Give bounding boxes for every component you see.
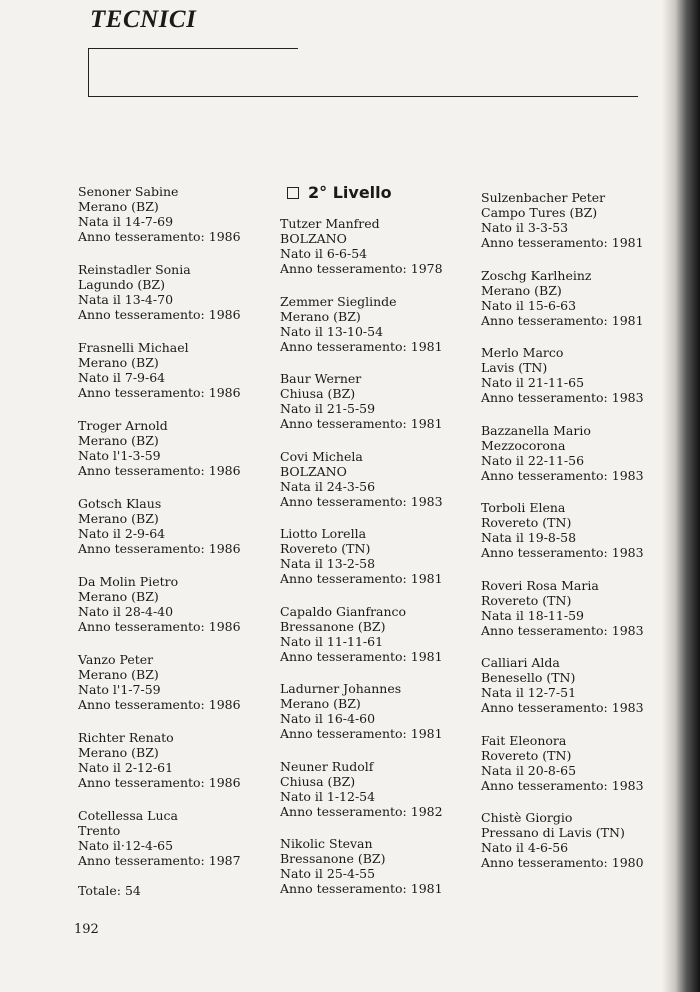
entry: [280, 449, 470, 509]
entry-place: Merano (BZ): [78, 199, 159, 214]
entry-year: Anno tesseramento: 1980: [481, 855, 644, 870]
entry-place: Pressano di Lavis (TN): [481, 825, 625, 840]
entry-year: Anno tesseramento: 1981: [280, 416, 443, 431]
entry: [78, 574, 273, 634]
entry-place: Merano (BZ): [78, 511, 159, 526]
entry-name: Tutzer Manfred: [280, 216, 380, 231]
entry-place: Chiusa (BZ): [280, 773, 356, 789]
entry-year: Anno tesseramento: 1981: [280, 726, 443, 741]
entry-birth: Nata il 14-7-69: [78, 214, 174, 229]
entry-year: Anno tesseramento: 1986: [78, 385, 241, 400]
entry: [78, 340, 273, 400]
entry-year: Anno tesseramento: 1986: [78, 541, 241, 556]
entry: [78, 730, 273, 790]
entry-place: Bressanone (BZ): [280, 618, 386, 634]
page-title: TECNICI: [90, 6, 197, 33]
entry-place: Merano (BZ): [280, 696, 361, 711]
entry-birth: Nato il 7-9-64: [78, 370, 166, 385]
entry-birth: Nata il 13-2-58: [280, 556, 376, 571]
entry-place: Merano (BZ): [78, 433, 159, 448]
entry-year: Anno tesseramento: 1981: [280, 571, 443, 586]
entry: [481, 810, 659, 870]
entry-name: Calliari Alda: [481, 655, 560, 670]
entry-place: Merano (BZ): [78, 745, 159, 760]
entry: [481, 423, 659, 483]
entry-year: Anno tesseramento: 1986: [78, 307, 241, 322]
entry-place: Lagundo (BZ): [78, 277, 165, 292]
entry-name: Zemmer Sieglinde: [280, 293, 397, 309]
header-rule-bottom: [88, 96, 638, 97]
entry-year: Anno tesseramento: 1987: [78, 853, 241, 868]
entry-birth: Nato il 21-5-59: [280, 401, 376, 416]
entry-name: Bazzanella Mario: [481, 422, 591, 438]
entry-birth: Nato il 16-4-60: [280, 711, 376, 726]
entry: [78, 262, 273, 322]
section-title: [287, 185, 470, 200]
entry-year: Anno tesseramento: 1986: [78, 229, 241, 244]
entry-name: Troger Arnold: [78, 418, 168, 433]
entry-name: Ladurner Johannes: [280, 681, 402, 696]
entry-place: Merano (BZ): [78, 667, 159, 682]
entry-year: Anno tesseramento: 1981: [280, 648, 443, 664]
entry-birth: Nato il·12-4-65: [78, 838, 174, 853]
entry-year: Anno tesseramento: 1983: [280, 493, 443, 509]
section-title-label: 2° Livello: [308, 183, 392, 202]
entry: [481, 655, 659, 715]
entry-year: Anno tesseramento: 1983: [481, 467, 644, 483]
entry-place: Rovereto (TN): [481, 592, 572, 608]
entry: [78, 808, 273, 868]
checkbox-icon: [287, 187, 299, 199]
entry-place: Rovereto (TN): [280, 541, 371, 556]
entry-birth: Nato l'1-3-59: [78, 448, 161, 463]
entry-year: Anno tesseramento: 1981: [280, 338, 443, 354]
entry-place: Trento: [78, 823, 121, 838]
entry-year: Anno tesseramento: 1986: [78, 619, 241, 634]
page-number: 192: [74, 922, 99, 937]
entry-name: Liotto Lorella: [280, 526, 367, 541]
entry: [78, 496, 273, 556]
entry-year: Anno tesseramento: 1978: [280, 261, 443, 276]
entry-name: Roveri Rosa Maria: [481, 577, 599, 593]
entry-name: Neuner Rudolf: [280, 758, 374, 774]
entry-place: Merano (BZ): [78, 589, 159, 604]
entry: [481, 190, 659, 250]
entry-place: BOLZANO: [280, 231, 347, 246]
entry-place: Merano (BZ): [78, 355, 159, 370]
entry-name: Nikolic Stevan: [280, 836, 373, 851]
entry: [78, 418, 273, 478]
entry-year: Anno tesseramento: 1986: [78, 463, 241, 478]
entry-name: Sulzenbacher Peter: [481, 190, 606, 205]
entry-name: Senoner Sabine: [78, 184, 179, 199]
entry-birth: Nata il 19-8-58: [481, 530, 577, 545]
entry-year: Anno tesseramento: 1981: [481, 312, 644, 328]
entry-place: Bressanone (BZ): [280, 851, 386, 866]
entry: [481, 500, 659, 560]
entry-name: Baur Werner: [280, 371, 362, 386]
entry: [481, 345, 659, 405]
entry-name: Fait Eleonora: [481, 732, 567, 748]
entry: [280, 681, 470, 741]
entry-birth: Nata il 13-4-70: [78, 292, 174, 307]
entry-name: Chistè Giorgio: [481, 810, 573, 825]
entry-name: Covi Michela: [280, 448, 363, 464]
entry-birth: Nato il 13-10-54: [280, 323, 384, 339]
entry-birth: Nata il 18-11-59: [481, 607, 584, 623]
entry-year: Anno tesseramento: 1983: [481, 545, 644, 560]
entry: [280, 759, 470, 819]
entry: [280, 371, 470, 431]
entry-name: Zoschg Karlheinz: [481, 267, 592, 283]
entry-birth: Nato il 22-11-56: [481, 452, 585, 468]
entry-place: Mezzocorona: [481, 437, 566, 453]
entry-year: Anno tesseramento: 1983: [481, 700, 644, 715]
entry-name: Merlo Marco: [481, 345, 564, 360]
entry-birth: Nato il 25-4-55: [280, 866, 376, 881]
totale: Totale: 54: [78, 883, 141, 898]
entry: [280, 836, 470, 896]
entry: [481, 733, 659, 793]
entry-name: Capaldo Gianfranco: [280, 603, 407, 619]
entry-year: Anno tesseramento: 1981: [280, 881, 443, 896]
entry: [280, 294, 470, 354]
entry-birth: Nato il 11-11-61: [280, 633, 384, 649]
entry-place: Chiusa (BZ): [280, 386, 356, 401]
entry-place: Benesello (TN): [481, 670, 576, 685]
entry-year: Anno tesseramento: 1983: [481, 622, 644, 638]
column-3: [481, 190, 659, 888]
header-rule-top: [88, 48, 298, 49]
entry-place: Lavis (TN): [481, 360, 548, 375]
entry-birth: Nato il 15-6-63: [481, 297, 577, 313]
entry: [481, 268, 659, 328]
column-1: [78, 184, 273, 898]
entry-birth: Nato il 4-6-56: [481, 840, 569, 855]
entry-year: Anno tesseramento: 1983: [481, 777, 644, 793]
entry-name: Da Molin Pietro: [78, 574, 179, 589]
entry-name: Cotellessa Luca: [78, 808, 178, 823]
entry-name: Gotsch Klaus: [78, 496, 162, 511]
entry: [78, 184, 273, 244]
entry-name: Reinstadler Sonia: [78, 262, 191, 277]
entry-birth: Nato l'1-7-59: [78, 682, 161, 697]
entry-year: Anno tesseramento: 1983: [481, 390, 644, 405]
entry-year: Anno tesseramento: 1986: [78, 697, 241, 712]
entry-birth: Nata il 12-7-51: [481, 685, 577, 700]
entry: [280, 604, 470, 664]
entry-year: Anno tesseramento: 1981: [481, 235, 644, 250]
entry: [280, 526, 470, 586]
book-binding-shadow: [662, 0, 700, 992]
entry-name: Vanzo Peter: [78, 652, 154, 667]
entry-place: Campo Tures (BZ): [481, 205, 598, 220]
entry: [78, 652, 273, 712]
entry-birth: Nato il 6-6-54: [280, 246, 368, 261]
entry: [481, 578, 659, 638]
entry-place: Rovereto (TN): [481, 747, 572, 763]
entry-place: Rovereto (TN): [481, 515, 572, 530]
entry-birth: Nato il 2-9-64: [78, 526, 166, 541]
entry-birth: Nato il 2-12-61: [78, 760, 174, 775]
header-box-left: [88, 48, 89, 96]
entry-birth: Nato il 1-12-54: [280, 788, 376, 804]
entry-year: Anno tesseramento: 1982: [280, 803, 443, 819]
entry-year: Anno tesseramento: 1986: [78, 775, 241, 790]
entry-birth: Nata il 20-8-65: [481, 762, 577, 778]
entry-birth: Nato il 3-3-53: [481, 220, 569, 235]
entry-name: Richter Renato: [78, 730, 174, 745]
entry-place: Merano (BZ): [481, 282, 562, 298]
column-2: [280, 185, 470, 914]
entry-birth: Nata il 24-3-56: [280, 478, 376, 494]
entry-name: Torboli Elena: [481, 500, 566, 515]
entry-birth: Nato il 28-4-40: [78, 604, 174, 619]
entry-name: Frasnelli Michael: [78, 340, 189, 355]
entry: [280, 216, 470, 276]
entry-birth: Nato il 21-11-65: [481, 375, 585, 390]
entry-place: Merano (BZ): [280, 308, 361, 324]
entry-place: BOLZANO: [280, 463, 347, 479]
